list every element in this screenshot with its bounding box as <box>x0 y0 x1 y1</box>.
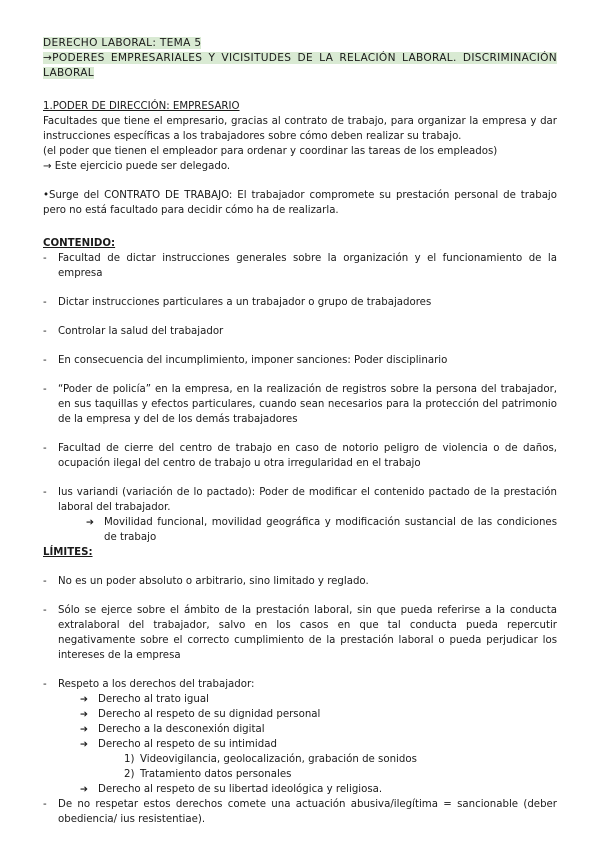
sub-list-item: ➔ Movilidad funcional, movilidad geográfica y modificación sustancial de las condiciones de trabajo <box>86 515 557 545</box>
delegation-note: → Este ejercicio puede ser delegado. <box>43 161 231 172</box>
right-item: ➔ Derecho al respeto de su dignidad personal <box>80 707 557 722</box>
section-heading <box>43 99 557 114</box>
intro-paragraph: Facultades que tiene el empresario, gracias al contrato de trabajo, para organizar la empresa y dar instrucciones específicas a los trabajadores sobre cómo deben realizar su trabajo. <box>43 116 557 142</box>
limites-heading-text: LÍMITES: <box>43 547 93 558</box>
document-subtitle <box>43 51 557 81</box>
right-item: ➔ Derecho a la desconexión digital <box>80 722 557 737</box>
list-item <box>43 677 557 797</box>
contenido-heading <box>43 236 557 251</box>
list-item: - Sólo se ejerce sobre el ámbito de la prestación laboral, sin que pueda referirse a la conducta extralaboral del trabajador, salvo en los casos en que tal conducta pueda repercutir negativamente sobre el correcto cumplimiento de la prestación laboral o pueda perjudicar los intereses de la empresa <box>43 603 557 663</box>
list-item <box>43 485 557 545</box>
contenido-heading-text: CONTENIDO: <box>43 238 116 249</box>
contenido-list <box>43 251 557 545</box>
list-item: - En consecuencia del incumplimiento, imponer sanciones: Poder disciplinario <box>43 353 557 368</box>
item-number: 2) <box>124 769 135 780</box>
list-item: - “Poder de policía” en la empresa, en la realización de registros sobre la persona del trabajador, en sus taquillas y efectos particulares, cuando sean necesarios para la protección del patrimonio de la empresa y del de los demás trabajadores <box>43 382 557 427</box>
right-item: ➔ Derecho al respeto de su intimidad <box>80 737 557 752</box>
section-heading-text: 1.PODER DE DIRECCIÓN: EMPRESARIO <box>43 101 240 112</box>
item-text: Videovigilancia, geolocalización, grabación de sonidos <box>140 754 417 765</box>
item-number: 1) <box>124 754 135 765</box>
limites-list <box>43 574 557 827</box>
intro-note: (el poder que tienen el empleador para ordenar y coordinar las tareas de los empleados) <box>43 146 498 157</box>
list-item: - Facultad de cierre del centro de trabajo en caso de notorio peligro de violencia o de daños, ocupación ilegal del centro de trabajo u otra irregularidad en el trabajo <box>43 441 557 471</box>
list-item: - Controlar la salud del trabajador <box>43 324 557 339</box>
title-line-2: →PODERES EMPRESARIALES Y VICISITUDES DE LA RELACIÓN LABORAL. DISCRIMINACIÓN LABORAL <box>43 52 557 79</box>
rights-list-end <box>58 782 557 797</box>
list-item: - Dictar instrucciones particulares a un trabajador o grupo de trabajadores <box>43 295 557 310</box>
list-item: - Facultad de dictar instrucciones generales sobre la organización y el funcionamiento de la empresa <box>43 251 557 281</box>
list-item-text: Ius variandi (variación de lo pactado): Poder de modificar el contenido pactado de la prestación laboral del trabajador. <box>58 487 557 513</box>
numbered-item <box>124 752 557 767</box>
list-item: - De no respetar estos derechos comete una actuación abusiva/ilegítima = sancionable (deber obediencia/ ius resistentiae). <box>43 797 557 827</box>
item-text: Tratamiento datos personales <box>140 769 292 780</box>
limites-heading <box>43 545 557 560</box>
sub-list <box>58 515 557 545</box>
title-line-1: DERECHO LABORAL: TEMA 5 <box>43 37 202 49</box>
list-item-text: Respeto a los derechos del trabajador: <box>58 679 255 690</box>
numbered-item <box>124 767 557 782</box>
right-item: ➔ Derecho al respeto de su libertad ideológica y religiosa. <box>80 782 557 797</box>
document-title <box>43 36 557 51</box>
numbered-list <box>58 752 557 782</box>
list-item: - No es un poder absoluto o arbitrario, sino limitado y reglado. <box>43 574 557 589</box>
rights-list <box>58 692 557 752</box>
right-item: ➔ Derecho al trato igual <box>80 692 557 707</box>
contract-paragraph: •Surge del CONTRATO DE TRABAJO: El trabajador compromete su prestación personal de trabajo pero no está facultado para decidir cómo ha de realizarla. <box>43 190 557 216</box>
